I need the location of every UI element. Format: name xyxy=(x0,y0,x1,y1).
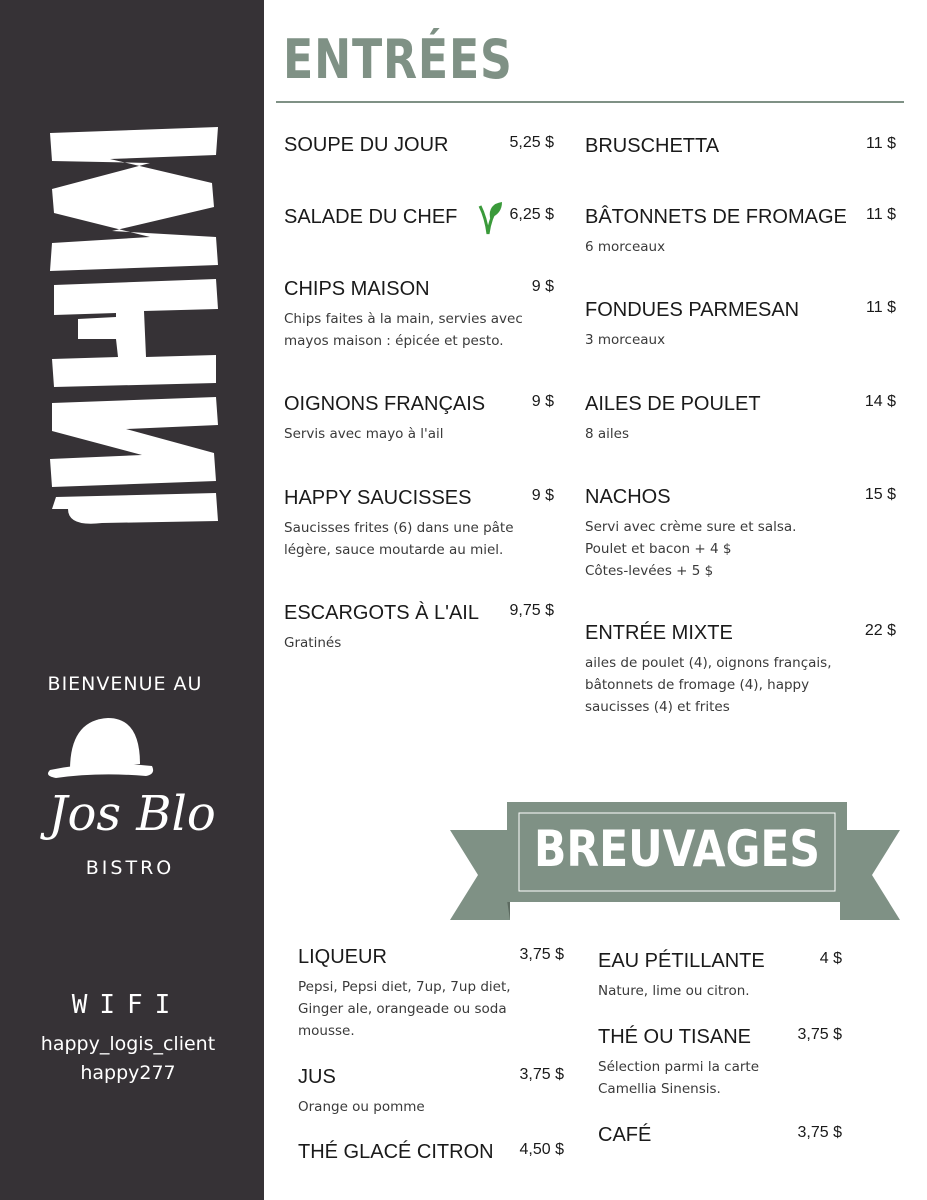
item-price: 4,50 $ xyxy=(519,1141,564,1158)
item-description xyxy=(298,976,511,1042)
item-name: BRUSCHETTA xyxy=(585,135,720,157)
svg-text:Jos Blo: Jos Blo xyxy=(48,786,216,842)
description-line: Saucisses frites (6) dans une pâte xyxy=(284,520,514,536)
description-line: Servi avec crème sure et salsa. xyxy=(585,519,797,535)
description-line: Orange ou pomme xyxy=(298,1099,425,1115)
description-line: Sélection parmi la carte xyxy=(598,1059,760,1075)
item-price: 11 $ xyxy=(866,135,896,152)
item-price: 9 $ xyxy=(531,487,554,504)
item-price: 11 $ xyxy=(866,299,896,316)
item-price: 3,75 $ xyxy=(797,1124,842,1141)
item-price: 11 $ xyxy=(866,206,896,223)
description-line: 8 ailes xyxy=(585,426,629,442)
description-line: Pepsi, Pepsi diet, 7up, 7up diet, xyxy=(298,979,511,995)
item-description xyxy=(585,329,665,351)
item-price: 9,75 $ xyxy=(509,602,554,619)
item-name: LIQUEUR xyxy=(298,946,387,968)
item-name: JUS xyxy=(298,1066,336,1088)
menu-title-logo xyxy=(40,125,220,535)
item-price: 15 $ xyxy=(864,486,896,503)
item-description xyxy=(598,980,750,1002)
item-price: 3,75 $ xyxy=(519,1066,564,1083)
breuvages-title: BREUVAGES xyxy=(533,820,821,878)
description-line: Servis avec mayo à l'ail xyxy=(284,426,444,442)
welcome-text: BIENVENUE AU xyxy=(47,673,203,695)
entrees-title: ENTRÉES xyxy=(283,28,513,91)
description-line: mousse. xyxy=(298,1023,355,1039)
description-line: mayos maison : épicée et pesto. xyxy=(284,333,504,349)
item-description xyxy=(284,517,514,561)
description-line: Côtes-levées + 5 $ xyxy=(585,563,714,579)
description-line: 6 morceaux xyxy=(585,239,666,255)
description-line: Ginger ale, orangeade ou soda xyxy=(298,1001,507,1017)
item-name: THÉ OU TISANE xyxy=(598,1026,751,1048)
item-name: AILES DE POULET xyxy=(585,393,761,415)
item-description xyxy=(598,1056,759,1100)
wifi-password: happy277 xyxy=(80,1062,176,1084)
item-name: SALADE DU CHEF xyxy=(284,206,458,228)
description-line: Camellia Sinensis. xyxy=(598,1081,721,1097)
item-name: CHIPS MAISON xyxy=(284,278,430,300)
wifi-title: WIFI xyxy=(71,990,183,1020)
item-name: OIGNONS FRANÇAIS xyxy=(284,393,486,415)
item-description xyxy=(284,423,444,445)
item-name: CAFÉ xyxy=(598,1124,652,1146)
item-name: THÉ GLACÉ CITRON xyxy=(298,1141,494,1163)
item-price: 5,25 $ xyxy=(509,134,554,151)
item-name: FONDUES PARMESAN xyxy=(585,299,800,321)
description-line: Nature, lime ou citron. xyxy=(598,983,750,999)
description-line: légère, sauce moutarde au miel. xyxy=(284,542,504,558)
item-description xyxy=(284,632,341,654)
description-line: ailes de poulet (4), oignons français, xyxy=(585,655,832,671)
item-name: ENTRÉE MIXTE xyxy=(585,622,733,644)
item-name: ESCARGOTS À L'AIL xyxy=(284,602,479,624)
vegan-leaf-icon xyxy=(478,200,504,238)
jos-blo-bistro-logo xyxy=(28,712,238,882)
item-price: 3,75 $ xyxy=(797,1026,842,1043)
item-description xyxy=(284,308,523,352)
item-price: 6,25 $ xyxy=(509,206,554,223)
item-name: NACHOS xyxy=(585,486,671,508)
item-price: 3,75 $ xyxy=(519,946,564,963)
entrees-divider xyxy=(276,101,904,103)
description-line: Poulet et bacon + 4 $ xyxy=(585,541,732,557)
item-price: 4 $ xyxy=(819,950,842,967)
item-price: 14 $ xyxy=(864,393,896,410)
description-line: 3 morceaux xyxy=(585,332,666,348)
item-name: HAPPY SAUCISSES xyxy=(284,487,472,509)
description-line: bâtonnets de fromage (4), happy xyxy=(585,677,810,693)
item-name: SOUPE DU JOUR xyxy=(284,134,449,156)
item-description xyxy=(298,1096,425,1118)
description-line: Chips faites à la main, servies avec xyxy=(284,311,523,327)
item-description xyxy=(585,516,796,582)
wifi-network: happy_logis_client xyxy=(40,1033,216,1055)
item-description xyxy=(585,236,665,258)
svg-text:BISTRO: BISTRO xyxy=(85,857,175,879)
item-description xyxy=(585,652,831,718)
item-name: BÂTONNETS DE FROMAGE xyxy=(585,206,847,228)
item-price: 9 $ xyxy=(531,278,554,295)
item-name: EAU PÉTILLANTE xyxy=(598,950,765,972)
item-description xyxy=(585,423,629,445)
sidebar xyxy=(0,0,264,1200)
description-line: saucisses (4) et frites xyxy=(585,699,730,715)
item-price: 22 $ xyxy=(864,622,896,639)
item-price: 9 $ xyxy=(531,393,554,410)
description-line: Gratinés xyxy=(284,635,342,651)
